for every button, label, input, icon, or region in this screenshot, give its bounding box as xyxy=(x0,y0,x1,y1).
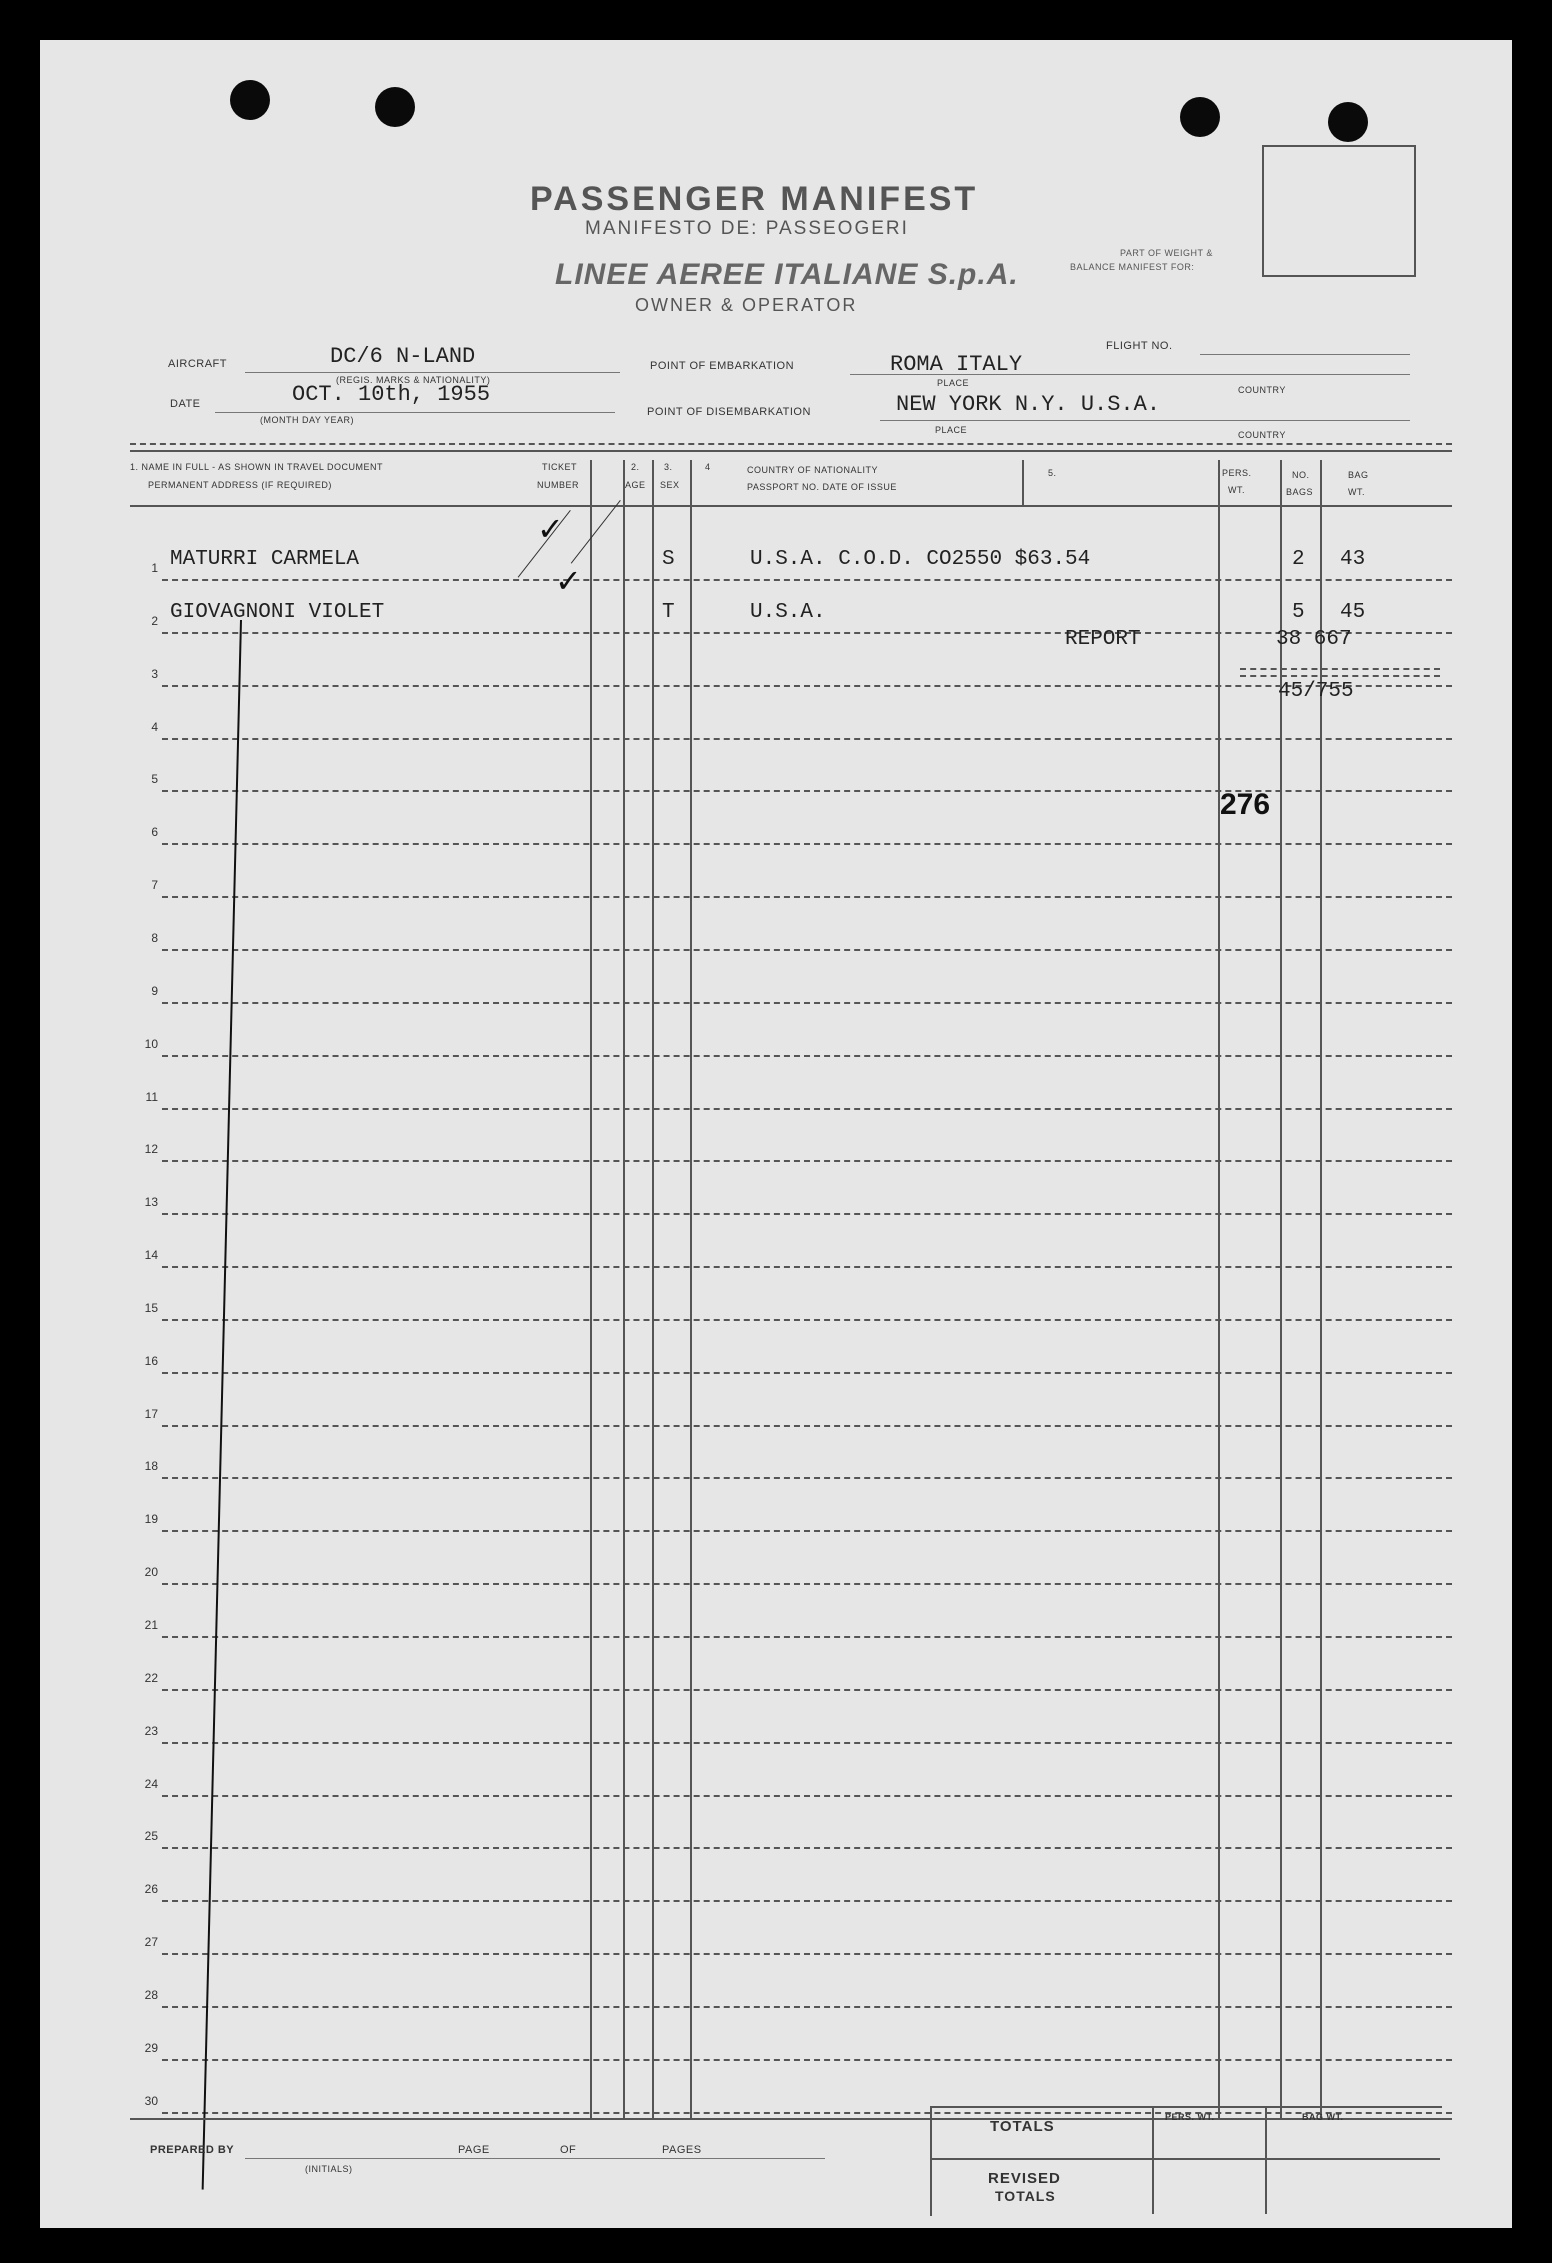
embark-country: COUNTRY xyxy=(1238,385,1286,395)
date-line xyxy=(215,412,615,413)
weight-note-1: PART OF WEIGHT & xyxy=(1120,248,1213,258)
row-line xyxy=(162,1847,1452,1849)
row-line xyxy=(162,1213,1452,1215)
disembark-label: POINT OF DISEMBARKATION xyxy=(647,406,811,418)
punch-hole xyxy=(230,80,270,120)
col-no-2: BAGS xyxy=(1286,487,1314,497)
weight-balance-box xyxy=(1262,145,1416,277)
row-line xyxy=(162,1477,1452,1479)
row-number: 27 xyxy=(144,1935,158,1950)
embark-value: ROMA ITALY xyxy=(890,352,1023,377)
date-sub: (MONTH DAY YEAR) xyxy=(260,415,355,425)
row-number: 9 xyxy=(151,983,158,998)
header-rule xyxy=(130,443,1452,445)
row-number: 18 xyxy=(144,1459,158,1474)
col-name-1: 1. NAME IN FULL - AS SHOWN IN TRAVEL DOCUMENT xyxy=(130,462,384,472)
row-number: 17 xyxy=(144,1406,158,1421)
manifest-subtitle: MANIFESTO DE: PASSEOGERI xyxy=(585,218,909,239)
row-number: 6 xyxy=(151,825,158,840)
revised-label-2: TOTALS xyxy=(995,2188,1056,2204)
totals-divider-2 xyxy=(1265,2106,1267,2214)
row-number: 14 xyxy=(144,1248,158,1263)
row-line xyxy=(162,1319,1452,1321)
row-line xyxy=(162,1002,1452,1004)
passenger-nationality: U.S.A. C.O.D. CO2550 $63.54 xyxy=(750,548,1091,571)
passenger-bag-weight: 45 xyxy=(1340,600,1366,624)
col-country-1: COUNTRY OF NATIONALITY xyxy=(747,465,879,475)
col-ticket-2: NUMBER xyxy=(537,480,580,490)
pages-label: PAGES xyxy=(662,2144,702,2156)
totals-pers-wt: PERS. WT. xyxy=(1165,2112,1215,2122)
check-mark: ✓ xyxy=(555,563,582,599)
row-number: 5 xyxy=(151,772,158,787)
totals-divider-1 xyxy=(1152,2106,1154,2214)
row-line xyxy=(162,632,1452,634)
row-number: 2 xyxy=(151,613,158,628)
col-divider-sex xyxy=(652,460,654,2118)
prepared-by-line xyxy=(245,2158,825,2159)
row-line xyxy=(162,896,1452,898)
col-country-2: PASSPORT NO. DATE OF ISSUE xyxy=(747,482,897,492)
owner-operator: OWNER & OPERATOR xyxy=(635,295,858,315)
row-line xyxy=(162,685,1452,687)
row-line xyxy=(162,1583,1452,1585)
flight-no-label: FLIGHT NO. xyxy=(1106,340,1173,352)
prepared-by-label: PREPARED BY xyxy=(150,2144,235,2156)
passenger-bags: 5 xyxy=(1292,600,1305,624)
total-value: 45/755 xyxy=(1278,680,1354,703)
row-line xyxy=(162,1953,1452,1955)
embark-place: PLACE xyxy=(937,378,970,388)
revised-label-1: REVISED xyxy=(988,2170,1061,2187)
col-pers-1: PERS. xyxy=(1222,468,1252,478)
disembark-country: COUNTRY xyxy=(1238,430,1286,440)
row-line xyxy=(162,1108,1452,1110)
col-divider-age xyxy=(623,460,625,2118)
row-number: 21 xyxy=(144,1618,158,1632)
row-line xyxy=(162,1266,1452,1268)
flight-no-line xyxy=(1200,354,1410,355)
col-divider-bagwt xyxy=(1320,460,1322,2118)
passenger-bags: 2 xyxy=(1292,548,1305,571)
check-mark-stroke xyxy=(571,500,621,564)
passenger-name: GIOVAGNONI VIOLET xyxy=(170,600,385,624)
date-label: DATE xyxy=(170,398,201,410)
row-line xyxy=(162,579,1452,581)
page-label: PAGE xyxy=(458,2144,490,2156)
row-number: 1 xyxy=(151,561,158,575)
col-divider-5 xyxy=(1022,460,1024,505)
aircraft-value: DC/6 N-LAND xyxy=(330,344,476,369)
report-label: REPORT xyxy=(1065,628,1141,651)
totals-mid-rule xyxy=(930,2158,1440,2160)
row-number: 23 xyxy=(144,1723,158,1738)
report-rule-2 xyxy=(1240,675,1440,677)
row-line xyxy=(162,1689,1452,1691)
row-number: 19 xyxy=(144,1512,158,1527)
row-number: 22 xyxy=(144,1670,158,1685)
header-rule-2 xyxy=(130,450,1452,452)
col-sex-2: SEX xyxy=(660,480,680,490)
column-header-rule xyxy=(130,505,1452,507)
row-line xyxy=(162,1636,1452,1638)
embark-label: POINT OF EMBARKATION xyxy=(650,360,795,372)
row-line xyxy=(162,949,1452,951)
row-number: 11 xyxy=(145,1089,158,1104)
row-number: 24 xyxy=(144,1776,158,1791)
row-line xyxy=(162,1900,1452,1902)
disembark-place: PLACE xyxy=(935,425,968,435)
manifest-title: PASSENGER MANIFEST xyxy=(530,180,979,218)
aircraft-line xyxy=(245,372,620,373)
row-number: 15 xyxy=(144,1300,158,1315)
col-age-2: AGE xyxy=(625,480,646,490)
col-divider-bags xyxy=(1280,460,1282,2118)
row-number: 20 xyxy=(144,1565,158,1580)
row-number: 29 xyxy=(144,2040,158,2055)
row-line xyxy=(162,2059,1452,2061)
col-pers-2: WT. xyxy=(1228,485,1245,495)
initials-label: (INITIALS) xyxy=(305,2164,353,2174)
passenger-name: MATURRI CARMELA xyxy=(170,548,360,571)
date-value: OCT. 10th, 1955 xyxy=(292,382,491,407)
punch-hole xyxy=(1328,102,1368,142)
row-line xyxy=(162,1795,1452,1797)
col-5: 5. xyxy=(1048,468,1057,478)
row-line xyxy=(162,738,1452,740)
row-number: 4 xyxy=(151,719,158,734)
disembark-line xyxy=(880,420,1410,421)
disembark-value: NEW YORK N.Y. U.S.A. xyxy=(896,392,1161,417)
report-rule xyxy=(1240,668,1440,670)
report-value: 38 667 xyxy=(1276,628,1352,651)
row-line xyxy=(162,1372,1452,1374)
aircraft-label: AIRCRAFT xyxy=(168,358,227,370)
col-bag-2: WT. xyxy=(1348,487,1365,497)
col-sex-1: 3. xyxy=(664,462,673,472)
totals-label: TOTALS xyxy=(990,2118,1055,2135)
col-divider-country xyxy=(690,460,692,2118)
row-line xyxy=(162,1742,1452,1744)
row-number: 10 xyxy=(144,1036,158,1051)
row-line xyxy=(162,1425,1452,1427)
check-mark: ✓ xyxy=(537,511,564,547)
col-no-1: NO. xyxy=(1292,470,1310,480)
weight-note-2: BALANCE MANIFEST FOR: xyxy=(1070,262,1195,272)
manifest-page xyxy=(40,40,1512,2228)
passenger-bag-weight: 43 xyxy=(1340,548,1366,571)
row-number: 12 xyxy=(144,1142,158,1157)
row-number: 16 xyxy=(144,1353,158,1368)
passenger-sex: S xyxy=(662,548,675,571)
col-name-2: PERMANENT ADDRESS (IF REQUIRED) xyxy=(148,480,332,490)
row-line xyxy=(162,1055,1452,1057)
col-divider-pers xyxy=(1218,460,1220,2118)
row-number: 30 xyxy=(144,2093,158,2108)
punch-hole xyxy=(1180,97,1220,137)
row-number: 13 xyxy=(144,1195,158,1210)
aircraft-sub: (REGIS. MARKS & NATIONALITY) xyxy=(336,375,491,385)
row-number: 28 xyxy=(144,1987,158,2002)
handwritten-number: 276 xyxy=(1220,788,1271,821)
col-country-num: 4 xyxy=(705,462,711,472)
airline-name: LINEE AEREE ITALIANE S.p.A. xyxy=(555,258,1019,291)
passenger-nationality: U.S.A. xyxy=(750,600,826,624)
row-line xyxy=(162,1530,1452,1532)
row-number: 26 xyxy=(144,1882,158,1897)
row-number: 25 xyxy=(144,1829,158,1844)
col-divider-ticket xyxy=(590,460,592,2118)
totals-bag-wt: BAG WT. xyxy=(1302,2112,1344,2122)
passenger-sex: T xyxy=(662,600,675,624)
row-number: 8 xyxy=(151,930,158,945)
col-ticket-1: TICKET xyxy=(542,462,578,472)
of-label: OF xyxy=(560,2144,577,2156)
row-line xyxy=(162,843,1452,845)
row-line xyxy=(162,2006,1452,2008)
row-number: 7 xyxy=(151,878,158,893)
col-age-1: 2. xyxy=(631,462,640,472)
row-number: 3 xyxy=(151,666,158,681)
punch-hole xyxy=(375,87,415,127)
row-line xyxy=(162,1160,1452,1162)
col-bag-1: BAG xyxy=(1348,470,1369,480)
